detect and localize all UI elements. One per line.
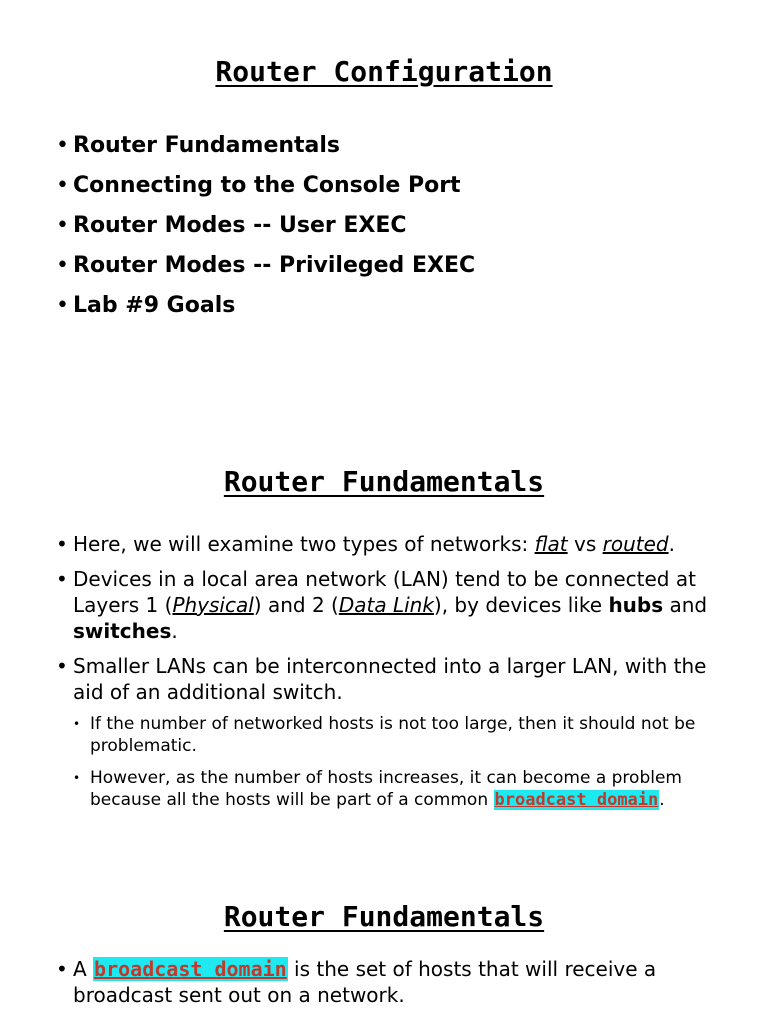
sub-bullet-hosts: • If the number of networked hosts is not too large, then it should not be problematic. <box>73 713 716 757</box>
term-data-link: Data Link <box>338 593 434 617</box>
agenda-item: • Router Modes -- User EXEC <box>56 212 475 240</box>
bullet-lan-devices: • Devices in a local area network (LAN) tend to be connected at Layers 1 (Physical) and 2 (Data Link), by devices like hubs and switches. <box>56 566 716 644</box>
agenda-item: • Router Fundamentals <box>56 132 475 160</box>
slide3-title: Router Fundamentals <box>223 900 545 933</box>
agenda-list <box>56 132 475 332</box>
slide1-title: Router Configuration <box>215 55 553 88</box>
bullet-networks: • Here, we will examine two types of networks: flat vs routed. <box>56 531 716 557</box>
slide2-title: Router Fundamentals <box>223 465 545 498</box>
agenda-item: • Connecting to the Console Port <box>56 172 475 200</box>
term-broadcast-domain: broadcast domain <box>94 957 287 981</box>
slide2-bullet-list <box>56 531 716 821</box>
slide3-bullet-list <box>56 956 716 1017</box>
agenda-item: • Lab #9 Goals <box>56 292 475 320</box>
bullet-smaller-lans: • Smaller LANs can be interconnected into a larger LAN, with the aid of an additional switch. • If the number of networked hosts is not too large, then it should not be problematic. • However, as the number of hosts increases, it can become a problem because all the hosts will be part of a common broadcast domain. <box>56 653 716 811</box>
term-broadcast-domain: broadcast domain <box>494 790 659 810</box>
term-switches: switches <box>73 619 172 643</box>
bullet-broadcast-domain: • A broadcast domain is the set of hosts that will receive a broadcast sent out on a network. <box>56 956 716 1008</box>
term-physical: Physical <box>172 593 254 617</box>
agenda-item: • Router Modes -- Privileged EXEC <box>56 252 475 280</box>
term-hubs: hubs <box>608 593 664 617</box>
term-flat: flat <box>534 532 568 556</box>
term-routed: routed <box>602 532 669 556</box>
sub-bullet-list <box>73 713 716 811</box>
sub-bullet-problem: • However, as the number of hosts increases, it can become a problem because all the hosts will be part of a common broadcast domain. <box>73 767 716 811</box>
